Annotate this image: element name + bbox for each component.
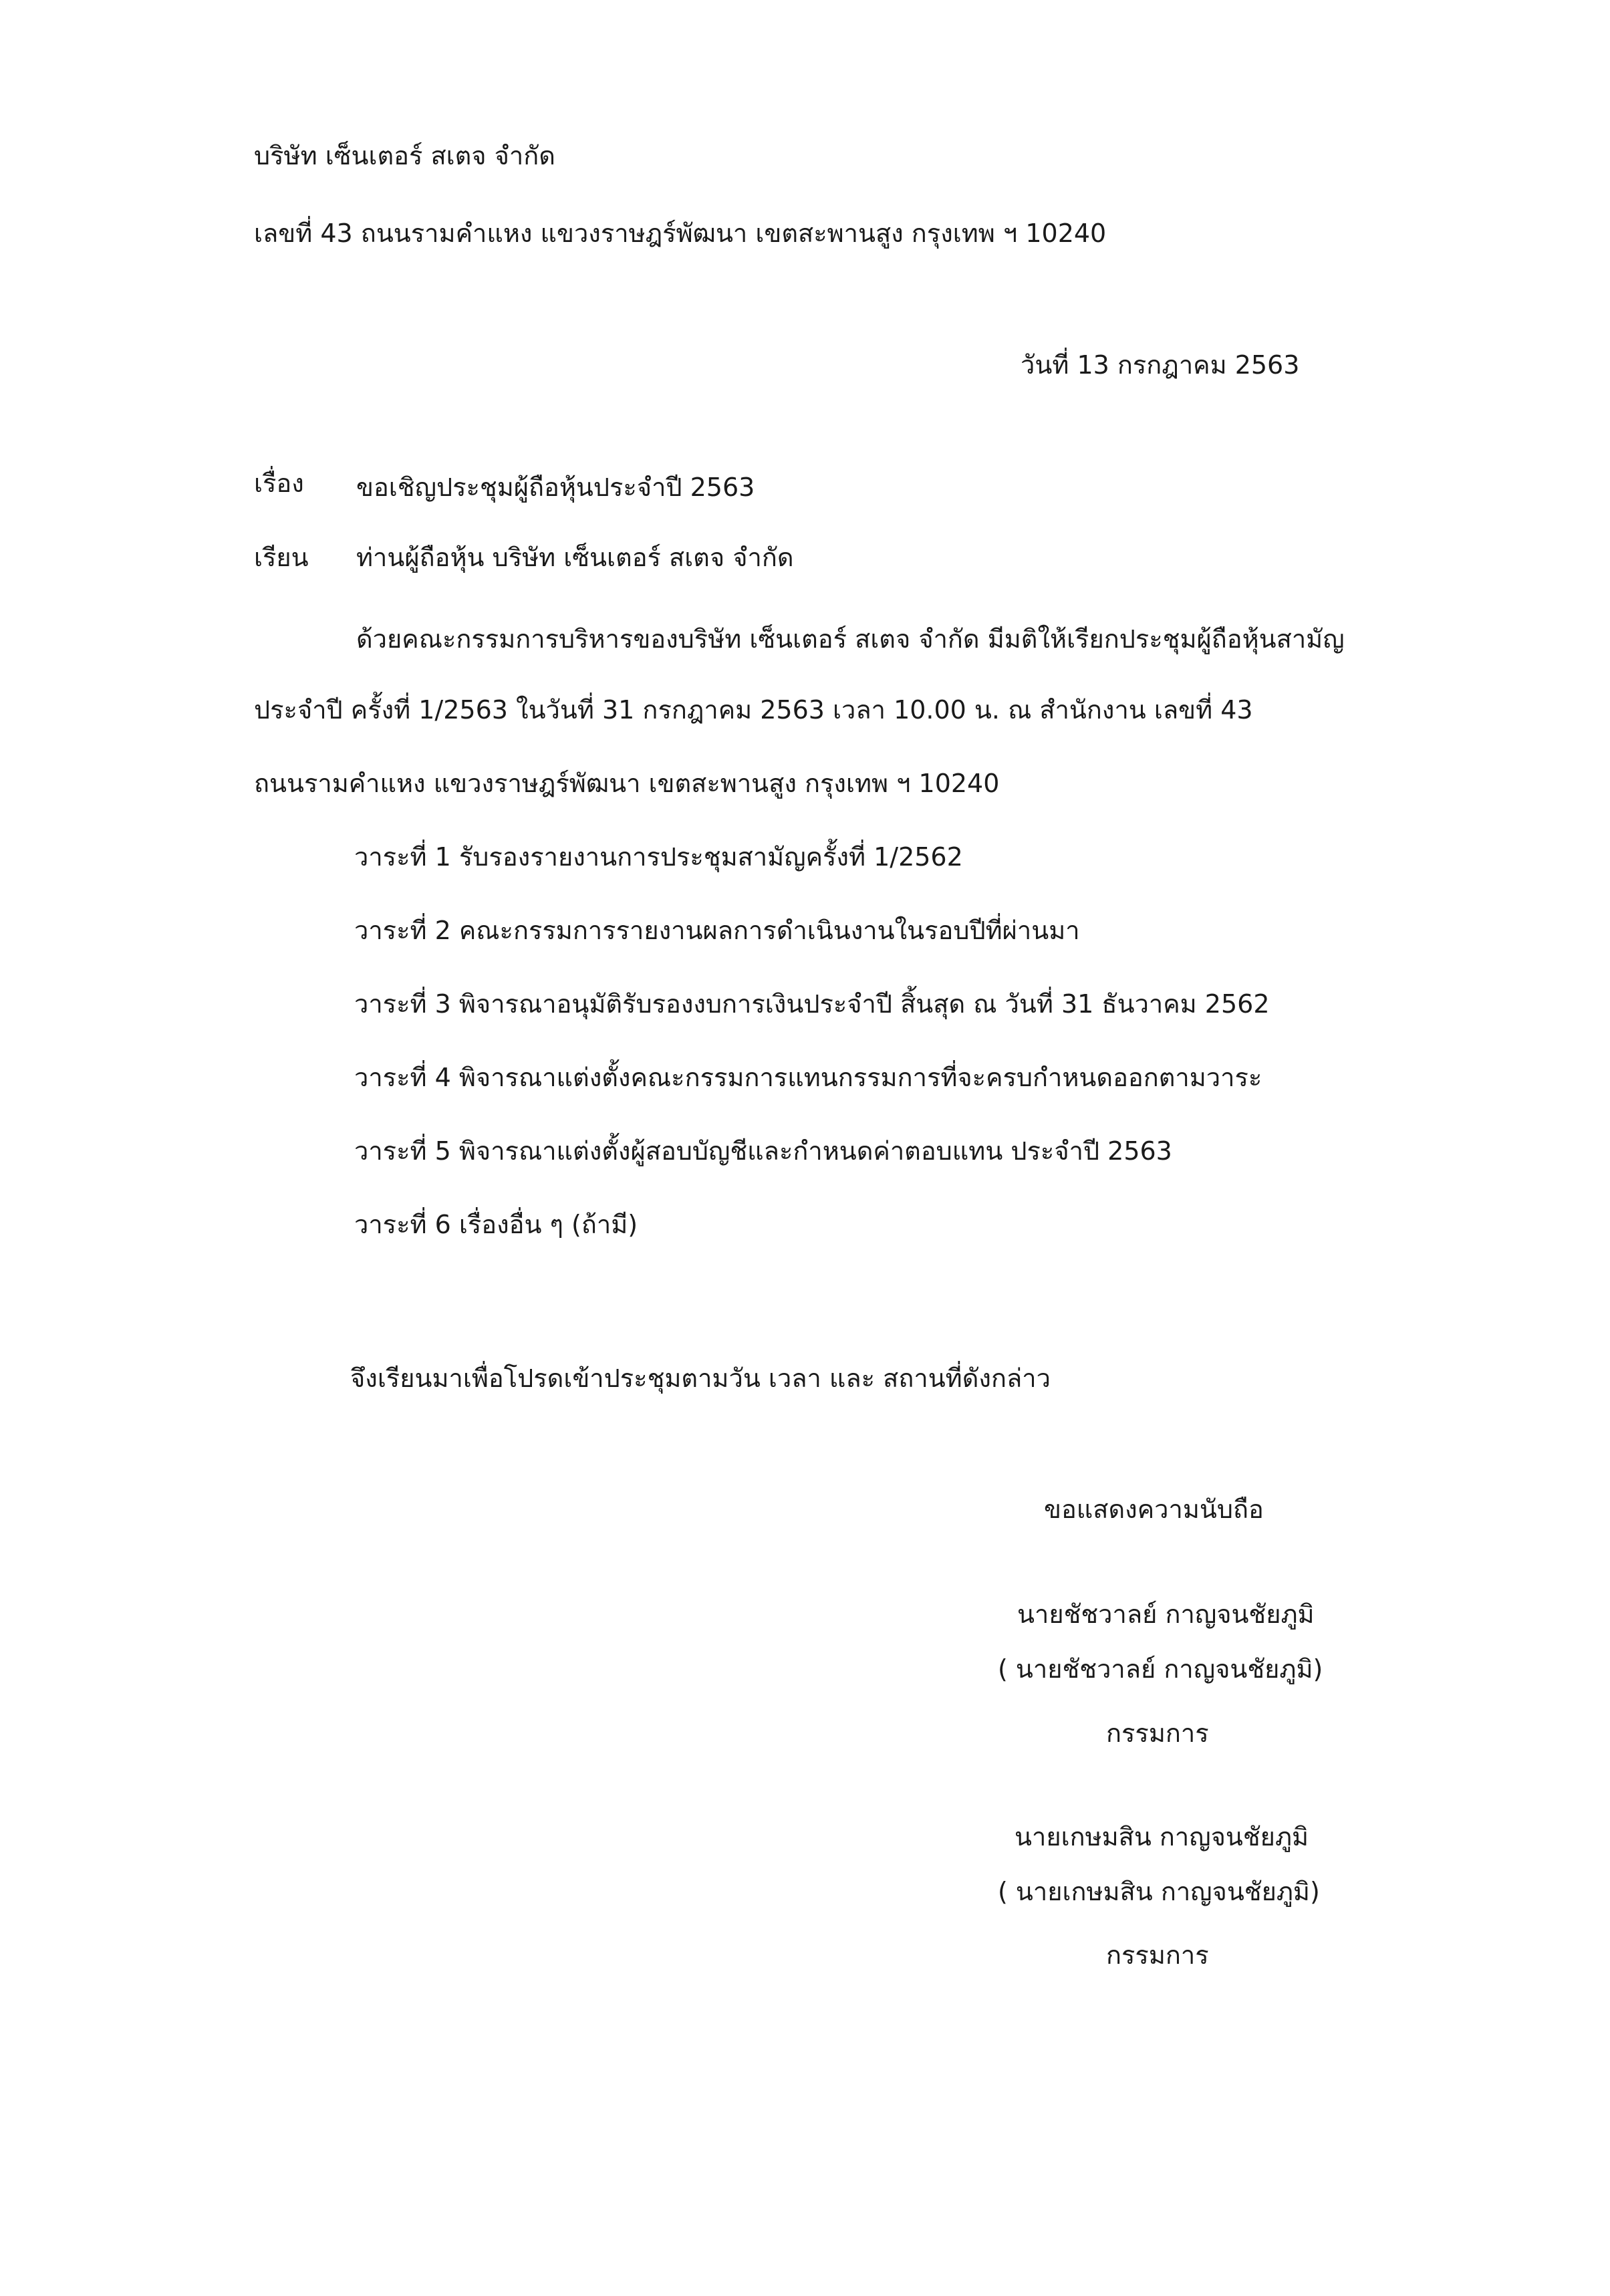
agenda-item: วาระที่ 2 คณะกรรมการรายงานผลการดำเนินงานในรอบปีที่ผ่านมา: [354, 916, 1080, 945]
recipient-label: เรียน: [254, 543, 309, 572]
signatory-printed-name: ( นายชัชวาลย์ กาญจนชัยภูมิ): [998, 1654, 1323, 1684]
company-address: เลขที่ 43 ถนนรามคำแหง แขวงราษฎร์พัฒนา เขตสะพานสูง กรุงเทพ ฯ 10240: [254, 219, 1107, 248]
agenda-item: วาระที่ 6 เรื่องอื่น ๆ (ถ้ามี): [354, 1210, 638, 1239]
recipient-text: ท่านผู้ถือหุ้น บริษัท เซ็นเตอร์ สเตจ จำกัด: [356, 543, 794, 572]
signatory-signature: นายชัชวาลย์ กาญจนชัยภูมิ: [1017, 1600, 1315, 1629]
sign-off: ขอแสดงความนับถือ: [1044, 1495, 1264, 1524]
company-name: บริษัท เซ็นเตอร์ สเตจ จำกัด: [254, 141, 555, 170]
signatory-title: กรรมการ: [1106, 1940, 1209, 1970]
closing-line: จึงเรียนมาเพื่อโปรดเข้าประชุมตามวัน เวลา และ สถานที่ดังกล่าว: [350, 1364, 1051, 1393]
body-paragraph-line: ถนนรามคำแหง แขวงราษฎร์พัฒนา เขตสะพานสูง กรุงเทพ ฯ 10240: [254, 769, 1000, 798]
signatory-title: กรรมการ: [1106, 1718, 1209, 1748]
body-paragraph-line: ประจำปี ครั้งที่ 1/2563 ในวันที่ 31 กรกฎาคม 2563 เวลา 10.00 น. ณ สำนักงาน เลขที่ 43: [254, 695, 1253, 725]
agenda-item: วาระที่ 1 รับรองรายงานการประชุมสามัญครั้งที่ 1/2562: [354, 842, 963, 872]
letter-date: วันที่ 13 กรกฎาคม 2563: [1021, 350, 1300, 380]
body-paragraph-line: ด้วยคณะกรรมการบริหารของบริษัท เซ็นเตอร์ สเตจ จำกัด มีมติให้เรียกประชุมผู้ถือหุ้นสามัญ: [356, 624, 1345, 654]
signatory-signature: นายเกษมสิน กาญจนชัยภูมิ: [1015, 1822, 1309, 1852]
agenda-item: วาระที่ 4 พิจารณาแต่งตั้งคณะกรรมการแทนกรรมการที่จะครบกำหนดออกตามวาระ: [354, 1063, 1262, 1092]
subject-text: ขอเชิญประชุมผู้ถือหุ้นประจำปี 2563: [356, 473, 755, 502]
signatory-printed-name: ( นายเกษมสิน กาญจนชัยภูมิ): [998, 1877, 1320, 1906]
subject-label: เรื่อง: [254, 469, 304, 498]
agenda-item: วาระที่ 3 พิจารณาอนุมัติรับรองงบการเงินประจำปี สิ้นสุด ณ วันที่ 31 ธันวาคม 2562: [354, 989, 1270, 1019]
agenda-item: วาระที่ 5 พิจารณาแต่งตั้งผู้สอบบัญชีและกำหนดค่าตอบแทน ประจำปี 2563: [354, 1136, 1172, 1166]
